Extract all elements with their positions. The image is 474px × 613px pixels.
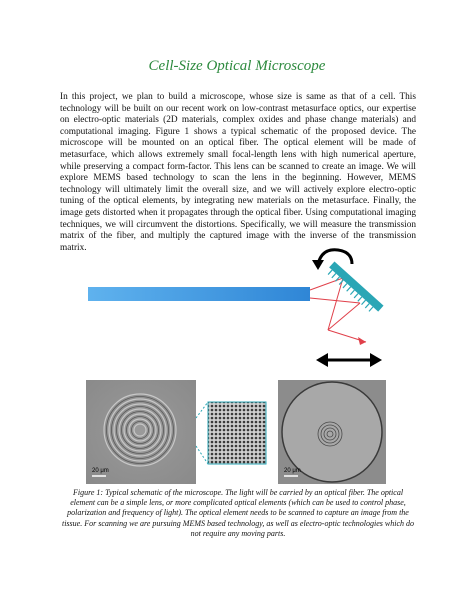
micrograph-row <box>86 380 386 484</box>
scale-bar-label-right: 20 μm <box>284 468 301 474</box>
rotation-arrow-icon <box>318 250 352 264</box>
rotation-arrowhead <box>312 260 324 270</box>
body-paragraph: In this project, we plan to build a microscope, whose size is same as that of a cell. This technology will be built on our recent work on low-contrast metasurface optics, our expertise on electro-optic materials (2D materials, complex oxides and phase change materials) and computational imaging. Figure 1 shows a typical schematic of the proposed device. The microscope will be mounted on an optical fiber. The optical element will be made of metasurface, which allows extremely small focal-length lens with high numerical aperture, while preserving a compact form-factor. This lens can be scanned to create an image. We will explore MEMS based technology to scan the lens in the beginning. However, MEMS technology will ultimately limit the overall size, and we will actively explore electro-optic tuning of the optical elements, by integrating new materials on the metasurface. Finally, the image gets distorted when it propagates through the optical fiber. Using computational imaging techniques, we will circumvent the distortions. Specifically, we will measure the transmission matrix of the fiber, and multiply the captured image with the inverse of the transmission matrix. <box>60 92 416 253</box>
document-title: Cell-Size Optical Microscope <box>148 58 326 74</box>
scan-arrowhead-right <box>370 353 382 367</box>
left-micrograph <box>86 380 196 484</box>
ray-arrowhead <box>358 337 366 345</box>
figure-caption: Figure 1: Typical schematic of the microscope. The light will be carried by an optical fiber. The optical element can be a simple lens, or more complicated optical elements (which can be used to control phase, polarization and frequency of light). The optical element needs to be scanned to capture an image from the tissue. For scanning we are pursuing MEMS based technology, as well as electro-optic technologies which do not require any moving parts. <box>61 488 415 538</box>
zoom-inset <box>196 402 266 464</box>
optical-fiber <box>88 287 310 301</box>
scale-bar-label-left: 20 μm <box>92 468 109 474</box>
schematic-figure <box>60 242 416 378</box>
scan-arrowhead-left <box>316 353 328 367</box>
right-micrograph <box>278 380 386 484</box>
